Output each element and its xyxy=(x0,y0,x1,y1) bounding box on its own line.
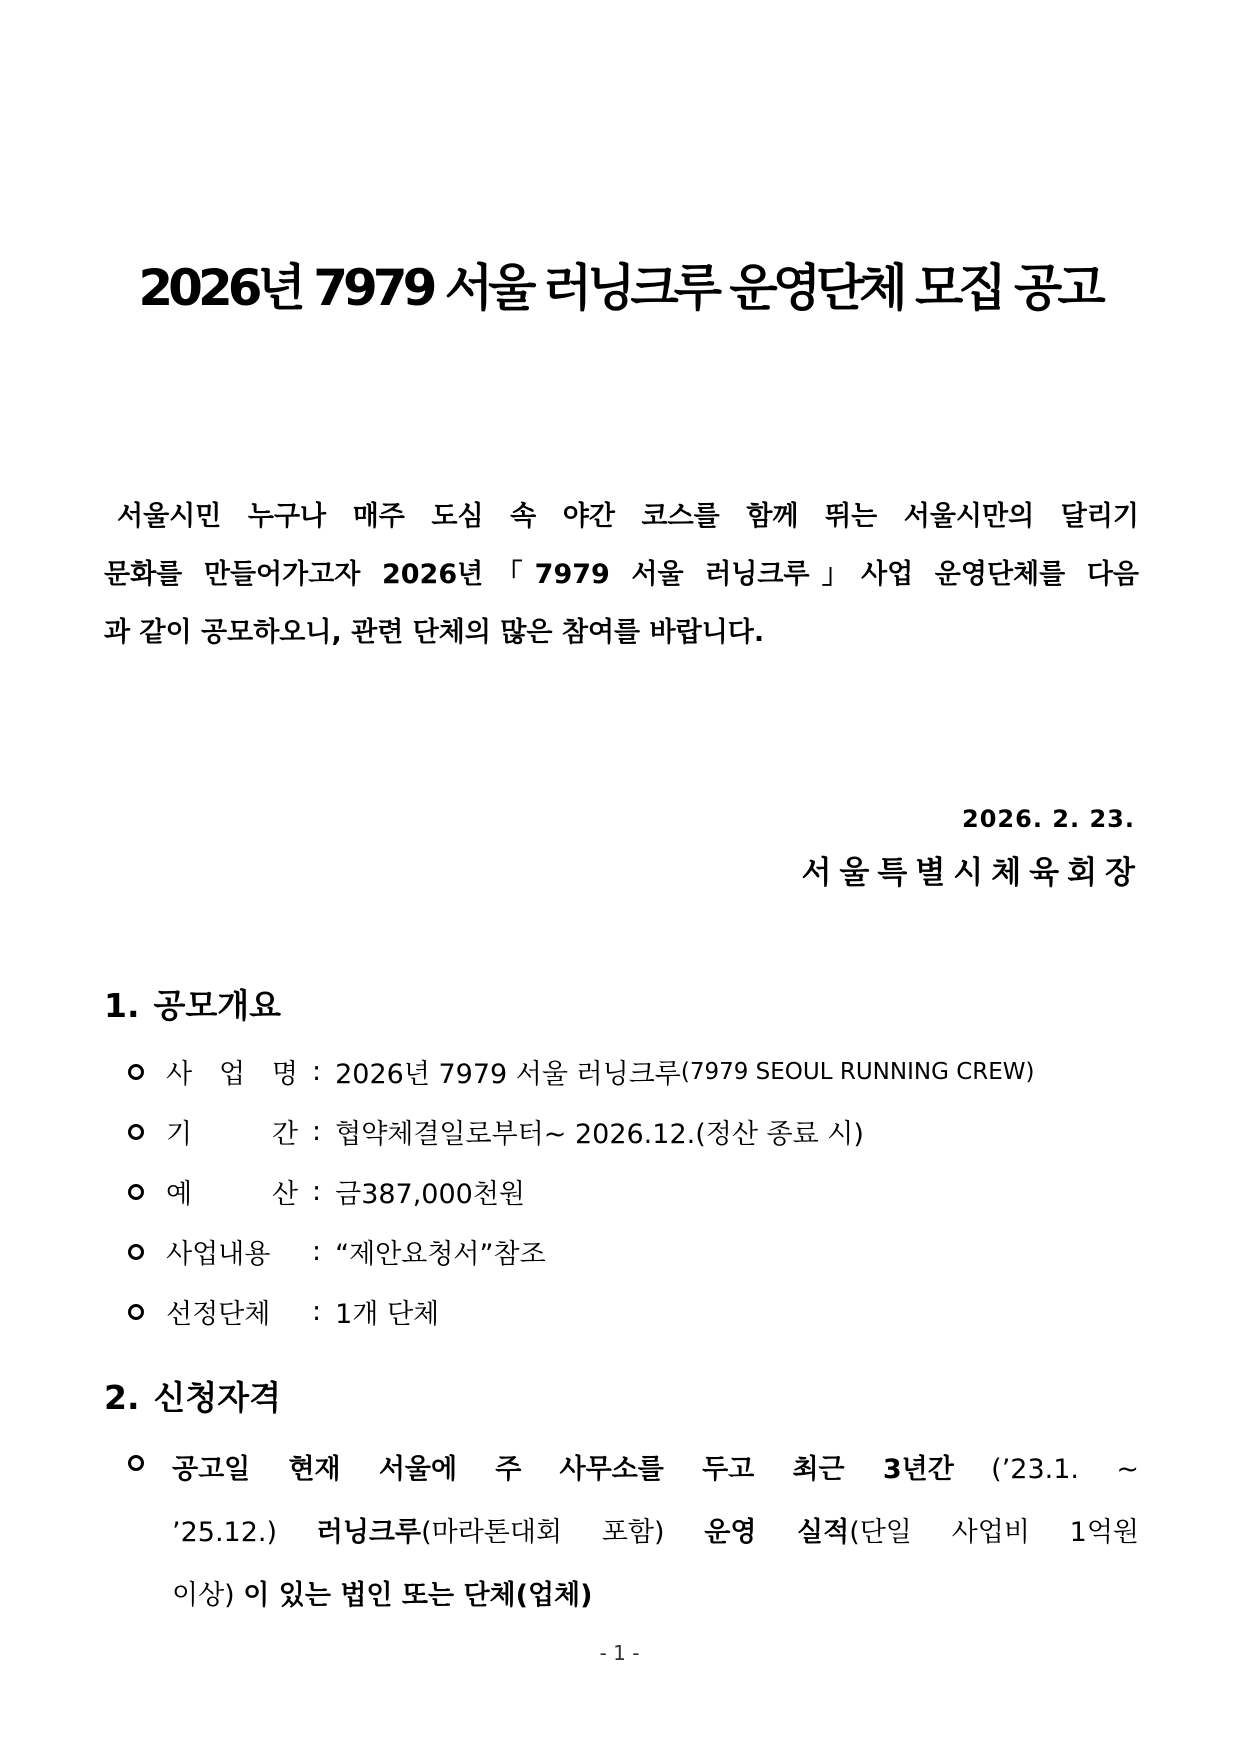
eligibility-plain-text: 이상) xyxy=(172,1580,244,1611)
colon-separator: : xyxy=(312,1056,322,1087)
eligibility-text xyxy=(172,1438,1139,1627)
item-value: 1개 단체 xyxy=(335,1299,440,1330)
section-title: 신청자격 xyxy=(153,1378,282,1417)
circle-bullet-icon xyxy=(128,1244,144,1260)
intro-line: 문화를 만들어가고자 2026년「7979 서울 러닝크루」사업 운영단체를 다음 xyxy=(104,559,1139,590)
circle-bullet-icon xyxy=(128,1124,144,1140)
page-title: 2026년 7979 서울 러닝크루 운영단체 모집 공고 xyxy=(138,259,1101,317)
eligibility-bold-text: 이 있는 법인 또는 단체(업체) xyxy=(243,1580,593,1611)
circle-bullet-icon xyxy=(128,1064,144,1080)
section-title: 공모개요 xyxy=(153,986,282,1025)
item-label: 기 간 xyxy=(166,1119,298,1150)
item-value: 금387,000천원 xyxy=(335,1179,526,1210)
list-item xyxy=(128,1232,546,1271)
announcement-date: 2026. 2. 23. xyxy=(962,805,1135,833)
item-label: 선정단체 xyxy=(166,1299,271,1330)
eligibility-line xyxy=(172,1564,1139,1627)
colon-separator: : xyxy=(312,1116,322,1147)
section-number: 1. xyxy=(104,986,140,1025)
section-heading-eligibility xyxy=(104,1372,281,1419)
page-number: - 1 - xyxy=(599,1641,640,1665)
eligibility-plain-text: (마라톤대회 포함) xyxy=(421,1517,705,1548)
item-label: 사업내용 xyxy=(166,1239,271,1270)
eligibility-line xyxy=(172,1438,1139,1501)
intro-line: 과 같이 공모하오니, 관련 단체의 많은 참여를 바랍니다. xyxy=(104,617,765,648)
section-heading-overview xyxy=(104,980,281,1027)
list-item xyxy=(128,1052,1035,1091)
colon-separator: : xyxy=(312,1236,322,1267)
circle-bullet-icon xyxy=(128,1304,144,1320)
eligibility-plain-text: (단일 사업비 1억원 xyxy=(849,1517,1140,1548)
eligibility-plain-text: (’23.1. ~ xyxy=(953,1454,1139,1485)
eligibility-bold-text: 공고일 현재 서울에 주 사무소를 두고 최근 3년간 xyxy=(172,1454,954,1485)
list-item xyxy=(128,1292,439,1331)
intro-paragraph xyxy=(104,488,1139,662)
eligibility-line xyxy=(172,1501,1139,1564)
colon-separator: : xyxy=(312,1296,322,1327)
intro-line: 서울시민 누구나 매주 도심 속 야간 코스를 함께 뛰는 서울시만의 달리기 xyxy=(117,501,1139,532)
item-value: 협약체결일로부터~ 2026.12.(정산 종료 시) xyxy=(335,1119,864,1150)
issuing-organization: 서울특별시체육회장 xyxy=(801,855,1143,891)
item-value: “제안요청서”참조 xyxy=(335,1239,546,1270)
list-item xyxy=(128,1112,864,1151)
circle-bullet-icon xyxy=(128,1184,144,1200)
section-number: 2. xyxy=(104,1378,140,1417)
eligibility-plain-text: ’25.12.) xyxy=(172,1517,317,1548)
circle-bullet-icon xyxy=(128,1455,144,1471)
item-value: 2026년 7979 서울 러닝크루 xyxy=(335,1059,681,1090)
eligibility-bold-text: 러닝크루 xyxy=(316,1517,422,1548)
colon-separator: : xyxy=(312,1176,322,1207)
list-item xyxy=(128,1172,525,1211)
eligibility-bold-text: 운영 실적 xyxy=(704,1517,850,1548)
item-value-english: (7979 SEOUL RUNNING CREW) xyxy=(680,1058,1035,1085)
item-label: 사 업 명 xyxy=(166,1059,298,1090)
item-label: 예 산 xyxy=(166,1179,298,1210)
